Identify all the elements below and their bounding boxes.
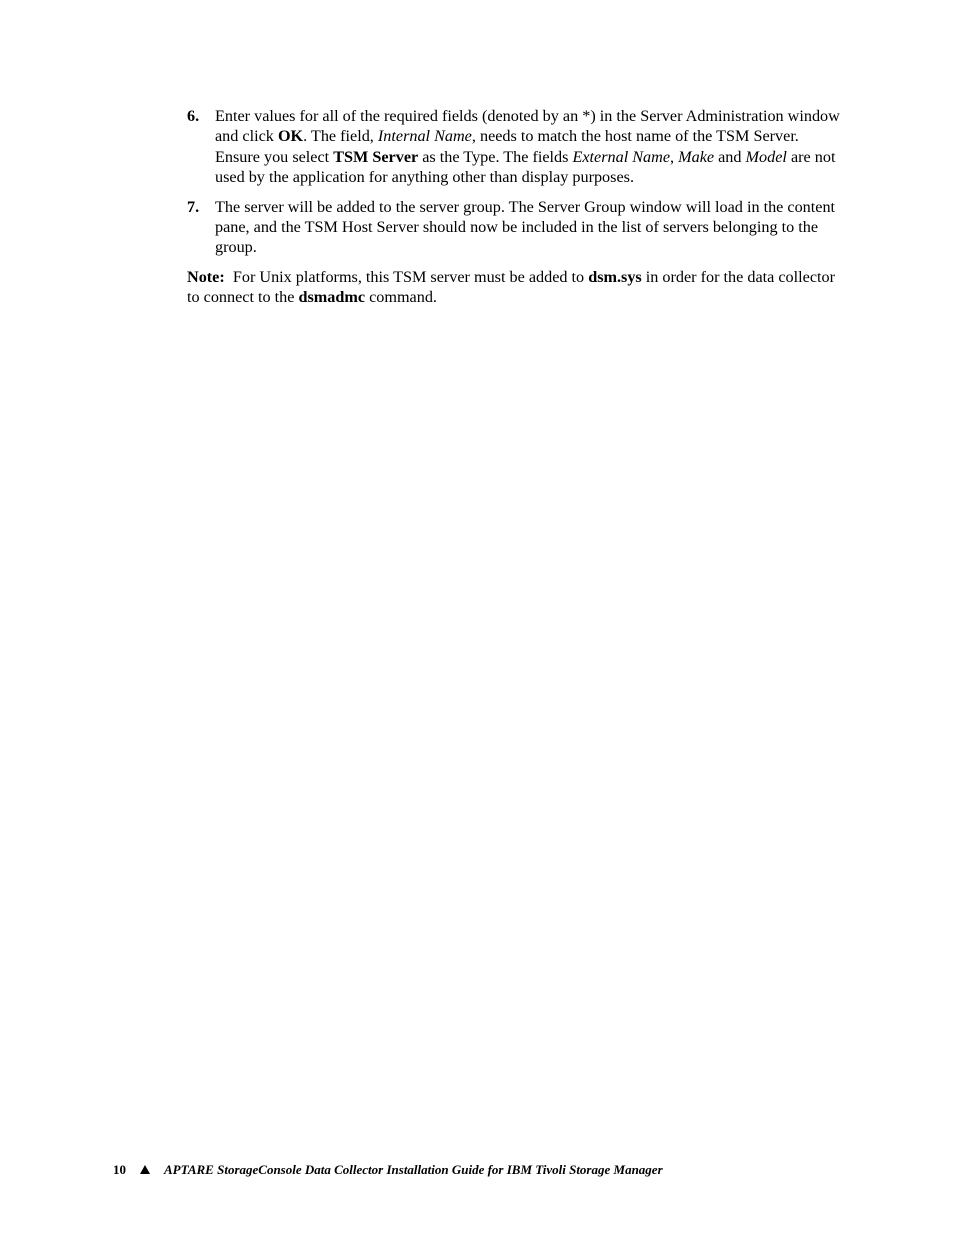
dsmadmc-term: dsmadmc xyxy=(298,288,366,307)
text-run: are not used by the application for anything other than display purposes. xyxy=(215,147,836,187)
text-run: , needs to match the host name of the TSM Server. Ensure you select xyxy=(215,127,799,166)
step-number: 7. xyxy=(187,197,200,216)
text-run: , xyxy=(670,147,679,166)
make-term: Make xyxy=(678,147,715,166)
text-run: and xyxy=(714,147,746,166)
text-run: as the Type. The fields xyxy=(418,147,573,166)
tsm-server-term: TSM Server xyxy=(333,147,419,166)
text-run: in order for the data collector to connect to the xyxy=(187,267,835,307)
page-footer xyxy=(113,1161,663,1179)
triangle-up-icon xyxy=(140,1165,150,1174)
text-run: command. xyxy=(365,288,437,307)
ok-emphasis: OK xyxy=(277,127,304,146)
dsm-sys-term: dsm.sys xyxy=(588,267,642,286)
step-7 xyxy=(187,197,847,258)
step-text xyxy=(215,107,840,186)
text-run: Enter values for all of the required fields (denoted by an *) in the Server Administration window and click xyxy=(215,107,840,146)
step-text: The server will be added to the server group. The Server Group window will load in the content pane, and the TSM Host Server should now be included in the list of servers belonging to the group. xyxy=(215,197,836,257)
note-paragraph xyxy=(187,267,847,308)
text-run: . The field, xyxy=(303,127,378,146)
text-run: For Unix platforms, this TSM server must be added to xyxy=(232,267,589,286)
step-6 xyxy=(187,106,847,188)
note-label: Note: xyxy=(187,267,225,286)
page-number: 10 xyxy=(113,1162,126,1177)
page-content xyxy=(187,106,847,308)
step-number: 6. xyxy=(187,107,200,125)
external-name-term: External Name xyxy=(572,147,671,166)
model-term: Model xyxy=(745,147,787,166)
internal-name-term: Internal Name xyxy=(377,127,472,146)
footer-title: APTARE StorageConsole Data Collector Installation Guide for IBM Tivoli Storage Manager xyxy=(164,1162,663,1177)
